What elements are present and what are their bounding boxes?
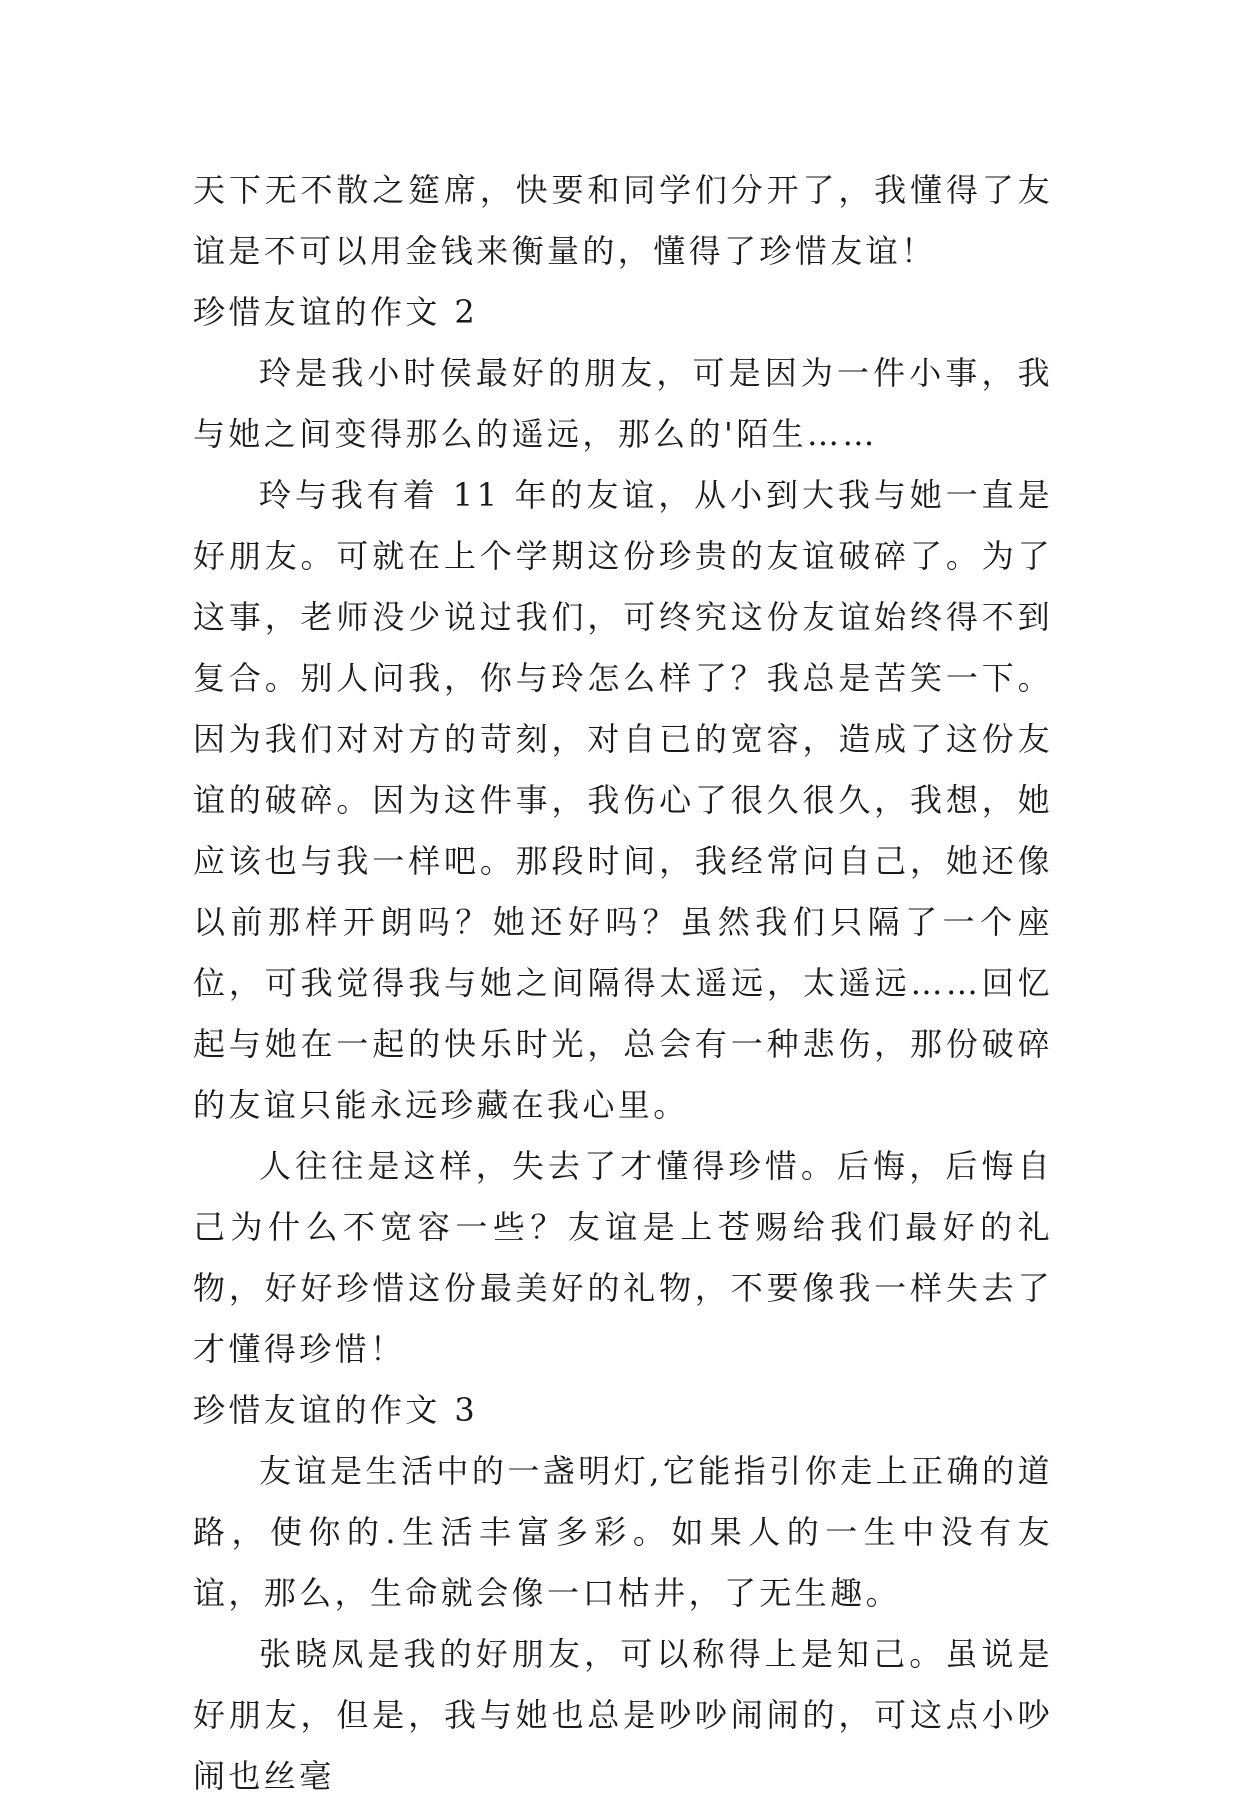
paragraph: 玲是我小时侯最好的朋友，可是因为一件小事，我与她之间变得那么的遥远，那么的'陌生…… — [193, 354, 1053, 453]
paragraph: 天下无不散之筵席，快要和同学们分开了，我懂得了友谊是不可以用金钱来衡量的，懂得了珍惜友谊！ — [193, 171, 1053, 270]
document-body — [193, 160, 1053, 1807]
paragraph: 人往往是这样，失去了才懂得珍惜。后悔，后悔自己为什么不宽容一些？友谊是上苍赐给我们最好的礼物，好好珍惜这份最美好的礼物，不要像我一样失去了才懂得珍惜！ — [193, 1147, 1053, 1368]
paragraph: 张晓凤是我的好朋友，可以称得上是知己。虽说是好朋友，但是，我与她也总是吵吵闹闹的，可这点小吵闹也丝毫 — [193, 1635, 1053, 1795]
paragraph: 友谊是生活中的一盏明灯,它能指引你走上正确的道路，使你的.生活丰富多彩。如果人的一生中没有友谊，那么，生命就会像一口枯井，了无生趣。 — [193, 1452, 1053, 1612]
paragraph: 玲与我有着 11 年的友谊，从小到大我与她一直是好朋友。可就在上个学期这份珍贵的友谊破碎了。为了这事，老师没少说过我们，可终究这份友谊始终得不到复合。别人问我，你与玲怎么样了？我总是苦笑一下。因为我们对对方的苛刻，对自已的宽容，造成了这份友谊的破碎。因为这件事，我伤心了很久很久，我想，她应该也与我一样吧。那段时间，我经常问自己，她还像以前那样开朗吗？她还好吗？虽然我们只隔了一个座位，可我觉得我与她之间隔得太遥远，太遥远……回忆起与她在一起的快乐时光，总会有一种悲伤，那份破碎的友谊只能永远珍藏在我心里。 — [193, 476, 1053, 1124]
section-heading: 珍惜友谊的作文 2 — [193, 293, 479, 331]
section-heading: 珍惜友谊的作文 3 — [193, 1391, 479, 1429]
